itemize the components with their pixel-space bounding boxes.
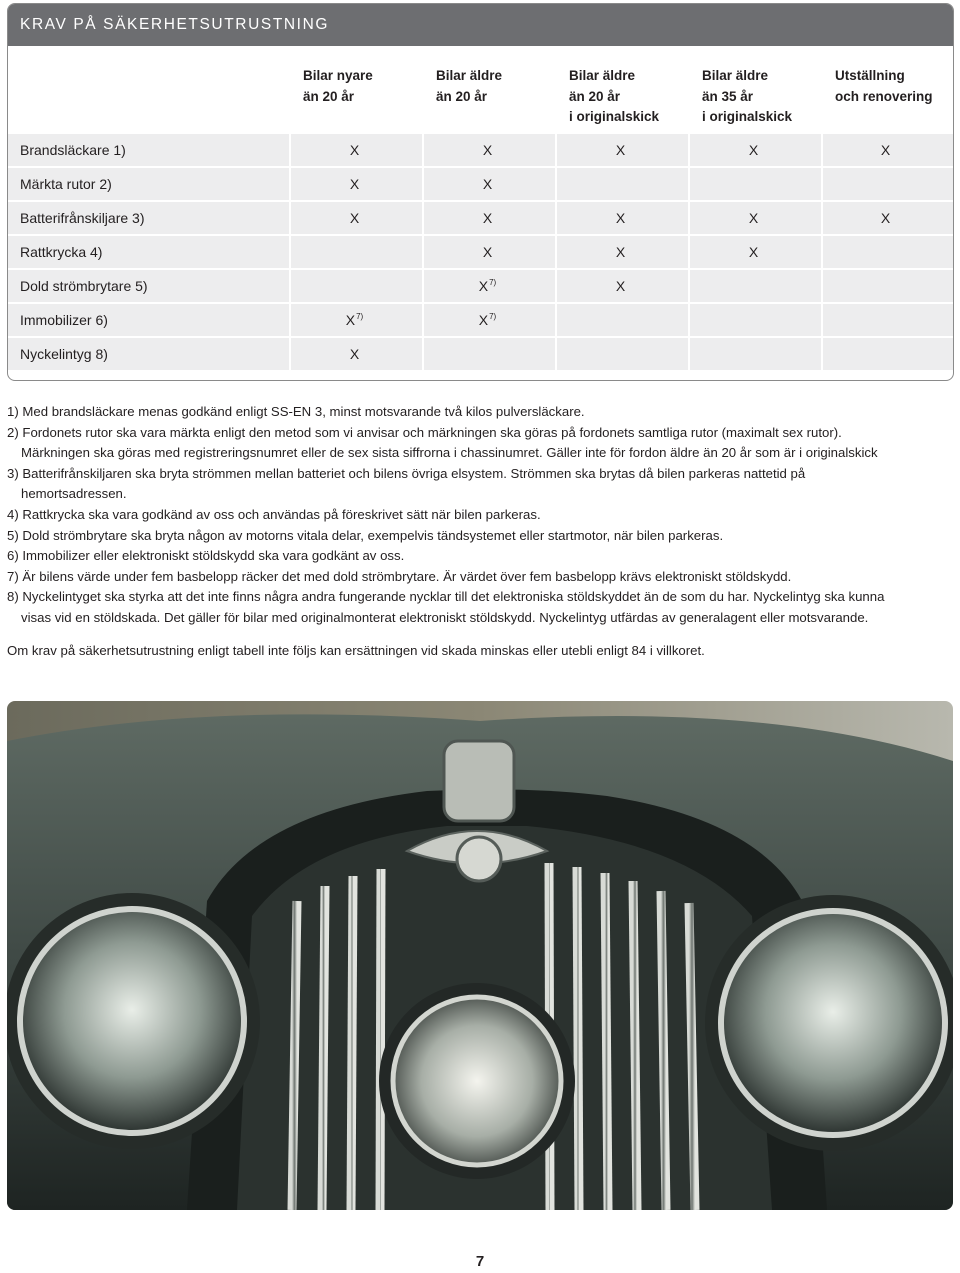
row-mark: X xyxy=(555,134,688,166)
row-label: Batterifrånskiljare 3) xyxy=(20,210,145,226)
row-mark: X xyxy=(688,134,821,166)
page-number: 7 xyxy=(475,1253,485,1270)
row-label: Brandsläckare 1) xyxy=(20,142,126,158)
row-mark xyxy=(688,168,821,200)
row-mark: X xyxy=(422,236,555,268)
footnote: 4) Rattkrycka ska vara godkänd av oss och användas på föreskrivet sätt när bilen parkeras. xyxy=(7,506,541,522)
row-mark xyxy=(821,236,952,268)
row-mark xyxy=(555,168,688,200)
row-mark xyxy=(688,270,821,302)
row-mark: X xyxy=(821,134,952,166)
row-label: Rattkrycka 4) xyxy=(20,244,103,260)
table-row xyxy=(8,270,953,302)
column-header-older-than-35-original: Bilar äldre än 35 år i originalskick xyxy=(702,68,793,124)
row-mark xyxy=(289,270,422,302)
row-mark: X xyxy=(289,202,422,234)
row-mark-with-ref: $X^{7)}$ xyxy=(289,304,422,336)
vintage-car-photo xyxy=(7,701,953,1210)
footnote: 1) Med brandsläckare menas godkänd enligt SS-EN 3, minst motsvarande två kilos pulversläckare. xyxy=(7,404,585,419)
footnote-ref-7: 7) xyxy=(489,312,497,321)
table-row xyxy=(8,168,953,200)
column-header-older-than-20: Bilar äldre än 20 år xyxy=(436,68,503,104)
row-mark xyxy=(821,338,952,370)
footnote: 2) Fordonets rutor ska vara märkta enligt den metod som vi anvisar och märkningen ska göras på fordonets samtliga rutor (maximalt sex rutor). Märkningen ska göras med registreringsnumret eller de sex sista siffrorna i chassinumret. Gäller inte för fordon äldre än 20 år som är i originalskick xyxy=(7,424,878,461)
table-row xyxy=(8,236,953,268)
table-row xyxy=(8,202,953,234)
footnote: 5) Dold strömbrytare ska bryta någon av motorns vitala delar, exempelvis tändsystemet eller startmotor, när bilen parkeras. xyxy=(7,527,724,543)
footnote-ref-7: 7) xyxy=(489,278,497,287)
row-mark xyxy=(688,304,821,336)
row-mark xyxy=(821,270,952,302)
row-mark: X xyxy=(289,338,422,370)
footnote: 7) Är bilens värde under fem basbelopp räcker det med dold strömbrytare. Är värdet över fem basbelopp krävs elektroniskt stöldskydd. xyxy=(7,568,792,584)
row-mark xyxy=(289,236,422,268)
row-mark xyxy=(688,338,821,370)
footnote: 3) Batterifrånskiljaren ska bryta strömmen mellan batteriet och bilens övriga elsystem. Strömmen ska brytas då bilen parkeras nattetid på hemortsadressen. xyxy=(7,465,806,502)
column-header-newer-than-20: Bilar nyare än 20 år xyxy=(303,68,373,104)
row-mark: X xyxy=(289,134,422,166)
column-header-exhibition-renovation: Utställning och renovering xyxy=(835,68,933,104)
footnote: 6) Immobilizer eller elektroniskt stöldskydd ska vara godkänt av oss. xyxy=(7,548,405,564)
table-row xyxy=(8,304,953,336)
footnote: 8) Nyckelintyget ska styrka att det inte finns några andra fungerande nycklar till det elektroniska stöldskyddet än de som du har. Nyckelintyg ska kunna visas vid en stöldskada. Det gäller för bilar med originalmonterat elektroniskt stöldskydd. Nyckelintyg utfärdas av generalagent eller motsvarande. xyxy=(7,589,885,625)
row-mark: X xyxy=(821,202,952,234)
row-mark: X xyxy=(555,236,688,268)
footnote-ref-7: 7) xyxy=(356,312,364,321)
row-label: Märkta rutor 2) xyxy=(20,176,112,192)
row-mark xyxy=(821,168,952,200)
row-mark xyxy=(555,338,688,370)
table-row xyxy=(8,338,953,370)
row-mark: X xyxy=(688,202,821,234)
table-row xyxy=(8,134,953,166)
row-mark xyxy=(422,338,555,370)
closing-text: Om krav på säkerhetsutrustning enligt tabell inte följs kan ersättningen vid skada minskas eller utebli enligt 84 i villkoret. xyxy=(7,643,705,658)
row-label: Dold strömbrytare 5) xyxy=(20,278,148,294)
column-header-older-than-20-original: Bilar äldre än 20 år i originalskick xyxy=(569,68,660,124)
row-mark: X xyxy=(688,236,821,268)
row-label: Immobilizer 6) xyxy=(20,312,108,328)
row-mark: X xyxy=(422,202,555,234)
table-title: KRAV PÅ SÄKERHETSUTRUSTNING xyxy=(8,4,953,46)
row-mark: X xyxy=(555,202,688,234)
row-mark: X xyxy=(422,134,555,166)
row-mark xyxy=(821,304,952,336)
row-mark-with-ref: $X^{7)}$ xyxy=(422,270,555,302)
requirements-table xyxy=(7,3,954,381)
row-mark: X xyxy=(422,168,555,200)
row-mark xyxy=(555,304,688,336)
footnotes xyxy=(7,402,955,629)
row-mark-with-ref: $X^{7)}$ xyxy=(422,304,555,336)
row-mark: X xyxy=(289,168,422,200)
row-mark: X xyxy=(555,270,688,302)
row-label: Nyckelintyg 8) xyxy=(20,346,108,362)
